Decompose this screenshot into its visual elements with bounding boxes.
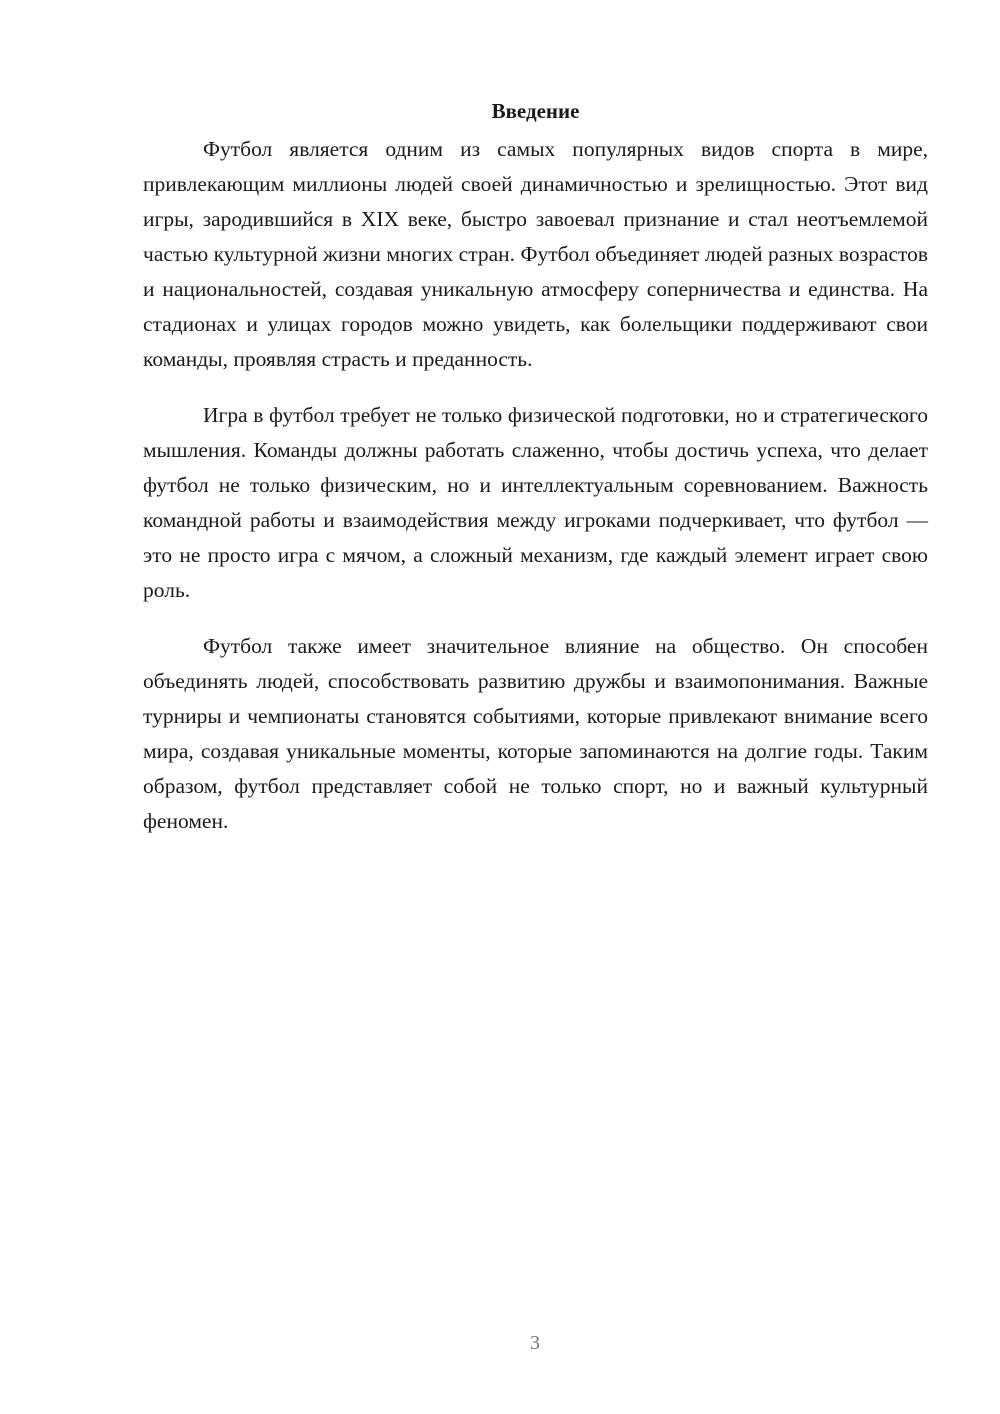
paragraph-2: Игра в футбол требует не только физической подготовки, но и стратегического мышления. Команды должны работать слаженно, чтобы достичь успеха, что делает футбол не только физическим, но и интеллектуальным соревнованием. Важность командной работы и взаимодействия между игроками подчеркивает, что футбол — это не просто игра с мячом, а сложный механизм, где каждый элемент играет свою роль. xyxy=(143,403,928,602)
page-content xyxy=(143,96,928,860)
paragraph-3: Футбол также имеет значительное влияние на общество. Он способен объединять людей, способствовать развитию дружбы и взаимопонимания. Важные турниры и чемпионаты становятся событиями, которые привлекают внимание всего мира, создавая уникальные моменты, которые запоминаются на долгие годы. Таким образом, футбол представляет собой не только спорт, но и важный культурный феномен. xyxy=(143,634,928,833)
paragraph-1: Футбол является одним из самых популярных видов спорта в мире, привлекающим миллионы людей своей динамичностью и зрелищностью. Этот вид игры, зародившийся в XIX веке, быстро завоевал признание и стал неотъемлемой частью культурной жизни многих стран. Футбол объединяет людей разных возрастов и национальностей, создавая уникальную атмосферу соперничества и единства. На стадионах и улицах городов можно увидеть, как болельщики поддерживают свои команды, проявляя страсть и преданность. xyxy=(143,137,928,371)
page-number: 3 xyxy=(530,1332,540,1354)
section-title: Введение xyxy=(491,99,580,123)
